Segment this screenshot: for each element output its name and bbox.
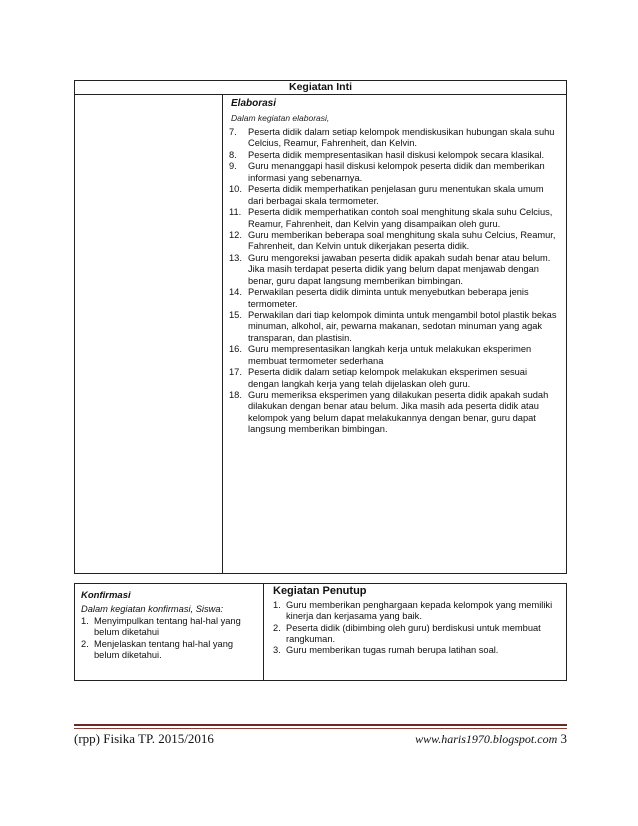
list-item — [229, 230, 560, 253]
list-item — [229, 184, 560, 207]
footer-rule — [74, 724, 567, 726]
item-number: 14. — [229, 287, 242, 298]
list-item — [229, 150, 560, 161]
elaborasi-title: Elaborasi — [231, 98, 277, 109]
item-number: 10. — [229, 184, 242, 195]
item-number: 2. — [273, 622, 281, 633]
list-item — [229, 367, 560, 390]
item-text: Peserta didik dalam setiap kelompok mendiskusikan hubungan skala suhu Celcius, Reamur, Fahrenheit, dan Kelvin. — [248, 127, 555, 149]
penutup-cell — [273, 585, 562, 656]
item-text: Peserta didik memperhatikan penjelasan guru menentukan skala umum dari berbagai skala termometer. — [248, 184, 544, 206]
item-text: Guru memberikan tugas rumah berupa latihan soal. — [286, 645, 499, 656]
item-text: Guru mempresentasikan langkah kerja untuk melakukan eksperimen membuat termometer sederhana — [248, 344, 532, 366]
elaborasi-cell — [229, 95, 560, 436]
kegiatan-inti-table — [74, 80, 567, 574]
list-item — [229, 161, 560, 184]
item-number: 15. — [229, 310, 242, 321]
elaborasi-intro: Dalam kegiatan elaborasi, — [231, 113, 330, 123]
page-number: 3 — [560, 731, 567, 746]
item-text: Guru memberikan penghargaan kepada kelompok yang memiliki kinerja dan kerjasama yang baik. — [286, 600, 553, 622]
list-item — [229, 207, 560, 230]
footer-site-link[interactable]: www.haris1970.blogspot.com — [415, 732, 558, 746]
list-item — [229, 344, 560, 367]
list-item — [229, 390, 560, 435]
item-number: 13. — [229, 253, 242, 264]
item-text: Perwakilan peserta didik diminta untuk menyebutkan beberapa jenis termometer. — [248, 287, 529, 309]
list-item — [81, 639, 259, 662]
item-number: 9. — [229, 161, 237, 172]
kegiatan-inti-header: Kegiatan Inti — [75, 81, 566, 95]
penutup-list — [273, 600, 562, 656]
item-number: 8. — [229, 149, 237, 160]
column-divider — [263, 584, 264, 680]
item-number: 7. — [229, 127, 237, 137]
konfirmasi-title: Konfirmasi — [81, 590, 131, 601]
item-number: 16. — [229, 344, 242, 355]
column-divider — [222, 94, 223, 573]
item-text: Menjelaskan tentang hal-hal yang belum diketahui. — [94, 638, 234, 660]
elaborasi-list — [229, 127, 560, 435]
list-item — [273, 623, 562, 646]
item-text: Guru menanggapi hasil diskusi kelompok peserta didik dan memberikan informasi yang sebenarnya. — [248, 161, 545, 183]
item-number: 3. — [273, 645, 281, 656]
item-text: Menyimpulkan tentang hal-hal yang belum diketahui — [94, 616, 241, 638]
item-text: Peserta didik memperhatikan contoh soal menghitung skala suhu Celcius, Reamur, Fahrenheit, dan Kelvin yang disampaikan oleh guru. — [248, 207, 553, 229]
item-text: Peserta didik (dibimbing oleh guru) berdiskusi untuk membuat rangkuman. — [286, 622, 541, 644]
penutup-title: Kegiatan Penutup — [273, 585, 367, 597]
item-number: 12. — [229, 230, 242, 241]
list-item — [229, 287, 560, 310]
list-item — [229, 127, 560, 150]
item-text: Guru memeriksa eksperimen yang dilakukan peserta didik apakah sudah dilakukan dengan benar atau belum. Jika masih ada peserta didik atau kelompok yang belum dapat melakukannya dengan benar, guru dapat langsung memberikan bimbingan. — [248, 390, 549, 434]
item-text: Guru mengoreksi jawaban peserta didik apakah sudah benar atau belum. Jika masih terdapat peserta didik yang belum dapat menjawab dengan benar, guru dapat langsung memberikan bimbingan. — [248, 253, 551, 286]
item-number: 2. — [81, 638, 89, 649]
item-text: Peserta didik mempresentasikan hasil diskusi kelompok secara klasikal. — [248, 149, 545, 160]
item-number: 1. — [81, 616, 89, 626]
list-item — [229, 253, 560, 287]
item-number: 1. — [273, 600, 281, 610]
item-text: Perwakilan dari tiap kelompok diminta untuk mengambil botol plastik bekas minuman, alkohol, air, pewarna makanan, sedotan minuman yang agak transparan, dan plastisin. — [248, 310, 557, 343]
item-number: 11. — [229, 207, 242, 218]
list-item — [229, 310, 560, 344]
list-item — [81, 616, 259, 639]
footer-rule-thin — [74, 728, 567, 729]
konfirmasi-penutup-table — [74, 583, 567, 681]
list-item — [273, 600, 562, 623]
item-text: Guru memberikan beberapa soal menghitung skala suhu Celcius, Reamur, Fahrenheit, dan Kelvin untuk dikerjakan peserta didik. — [248, 230, 556, 252]
konfirmasi-intro: Dalam kegiatan konfirmasi, Siswa: — [81, 604, 224, 614]
item-number: 18. — [229, 390, 242, 401]
footer-right — [415, 731, 567, 747]
item-number: 17. — [229, 367, 242, 378]
list-item — [273, 645, 562, 656]
item-text: Peserta didik dalam setiap kelompok melakukan eksperimen sesuai dengan langkah kerja yang telah dijelaskan oleh guru. — [248, 367, 528, 389]
footer-doc-title: (rpp) Fisika TP. 2015/2016 — [74, 731, 214, 746]
konfirmasi-list — [81, 616, 259, 661]
konfirmasi-cell — [81, 588, 259, 661]
